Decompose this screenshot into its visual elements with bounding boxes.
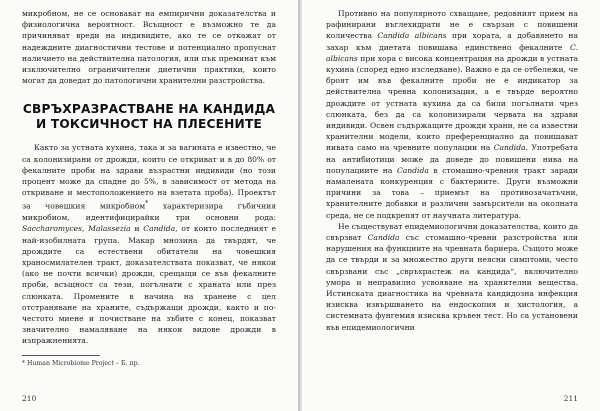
footnote-divider	[22, 355, 100, 356]
genus-candida: Candida	[396, 165, 429, 175]
genus-candida: Candida	[367, 233, 400, 243]
text-run: Не съществуват епидемиологични доказателства, които да свързват	[326, 221, 578, 243]
genus-candida: Candida	[143, 224, 176, 234]
text-run: характеризира гъбичния микробиом, идентифицирайки три основни рода:	[22, 201, 276, 223]
heading-line-1: СВРЪХРАЗРАСТВАНЕ НА КАНДИДА	[22, 102, 276, 117]
species-c-albicans: C. albicans	[326, 42, 578, 63]
page-number-right: 211	[563, 394, 578, 403]
right-paragraph-1	[326, 8, 578, 221]
text-run: в стомашно-чревния тракт заради намалената конкуренция с бактериите. Други възможни причини за това – приемът на противозачатъчни, хранителните добавки и различни замърсители на околната среда, не се подкрепят от научната литература.	[326, 165, 578, 220]
text-run: и	[130, 224, 144, 234]
right-page	[302, 0, 600, 411]
text-run: при хора с висока концентрация на дрожди в устната кухина (според едно изследване). Важно е да се отбележи, че броят им във фекалните проби не е индикатор за действителна чревна колонизация, а е твърде вероятно дрождите от устната кухина да са били погълнати чрез слюнката, без да са колонизирали червата на здрави индивиди. Освен съдържащите дрожди храни, не са известни хранителни модели, които преференциално да повишават нивата само на чревните популации на	[326, 53, 578, 153]
species-candida-albicans: Candida albicans	[377, 31, 447, 41]
text-run: ,	[82, 224, 89, 234]
text-run: със стомашно-чревни разстройства или нарушения на функциите на чревната бариера. Същото може да се твърди и за множество други неясни симптоми, често свързвани със „свръхрастеж на кандида“, включително умора и неправилно усвояване на хранителни вещества. Истинската диагностика на чревната кандидозна инфекция изисква извършването на ендоскопия и хистология, а системната фунгемия изисква кръвен тест. Но са установени във епидемиологични	[326, 233, 578, 332]
page-number-left: 210	[22, 394, 37, 403]
footnote-marker: *	[145, 200, 149, 208]
text-run: . Употребата на антибиотици може да доведе до повишени нива на популациите на	[326, 143, 578, 175]
section-heading	[22, 102, 276, 132]
left-top-paragraph: микробном, не се основават на емпирични доказателства и физиологична вероятност. Всъщност е възможно те да причиняват вреди на индивидите, ако те се откажат от надеждните диагностични тестове и потенциално пропуснат наличието на действителна патология, или пък преминат към изключително ограничителни диетични практики, които могат да доведат до патологични хранителни разстройства.	[22, 9, 276, 86]
left-main-paragraph	[22, 142, 276, 346]
heading-line-2: И ТОКСИЧНОСТ НА ПЛЕСЕНИТЕ	[36, 117, 262, 132]
genus-saccharomyces: Saccharomyces	[22, 224, 82, 234]
text-run: при хората, а добавянето на захар към диетата повишава единствено фекалните	[326, 31, 579, 52]
text-run: Както за устната кухина, така и за вагината е известно, че са колонизирани от дрожди, които се откриват и в до 80% от фекалните проби на здрави възрастни индивиди (но този процент може да спадне до 5%, в зависимост от метода на откриване и местоположението на взетата проба). Проектът за човешкия микробиом	[22, 143, 276, 211]
right-paragraph-2	[326, 221, 578, 333]
footnote: * Human Microbiome Project – Б. пр.	[22, 359, 140, 367]
text-run: , от които последният е най-изобилната група. Макар мнозина да твърдят, че дрождите са естествени обитатели на човешкия храносмилателен тракт, доказателствата показват, че някои (ако не почти всички) дрожди, срещащи се във фекалните проби, всъщност са тези, погълнати с храната или през слюнката. Промените в начина на хранене с цел отстраняване на храните, съдържащи дрожди, както и по-честото миене и почистване на зъбите с конец, показват значително намаляване на някои видове дрожди в изпражненията.	[22, 224, 277, 346]
left-page	[0, 0, 298, 411]
text-run: Противно на популярното схващане, редовният прием на рафинирани въглехидрати не е свързан с повишени количества	[326, 9, 578, 41]
genus-malassezia: Malassezia	[88, 224, 131, 234]
genus-candida: Candida	[493, 143, 526, 153]
